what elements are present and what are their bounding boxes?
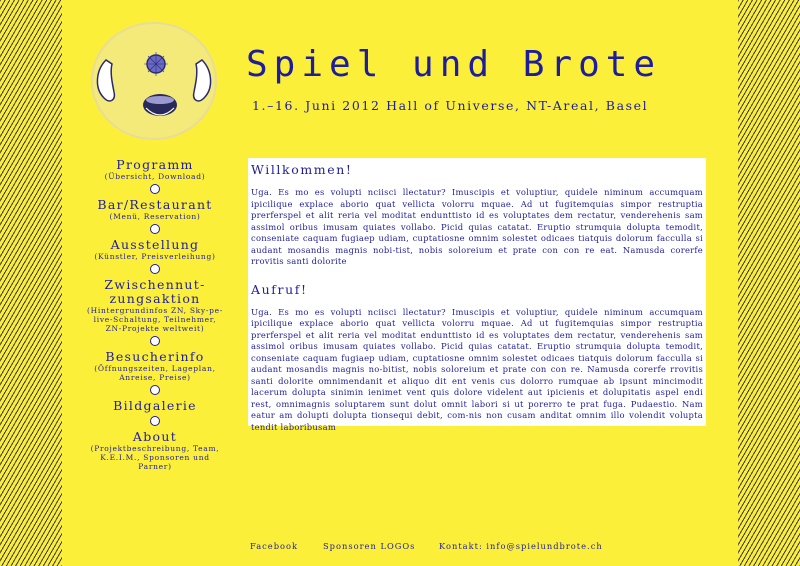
nav-sublabel: (Öffnungszeiten, Lageplan, Anreise, Preise) [94, 364, 216, 382]
site-logo[interactable] [88, 20, 220, 142]
nav-label: Zwischennut-zungsaktion [104, 277, 206, 306]
nav-bullet-icon [150, 336, 160, 346]
nav-item-bar-restaurant[interactable] [84, 198, 226, 234]
main-content [248, 158, 706, 432]
main-navigation [84, 158, 226, 471]
facebook-link[interactable]: Facebook [250, 541, 299, 551]
event-date-venue: 1.–16. Juni 2012 Hall of Universe, NT-Areal, Basel [252, 98, 649, 113]
nav-item-ausstellung[interactable] [84, 238, 226, 274]
welcome-text: Uga. Es mo es volupti nciisci llectatur? Imuscipis et voluptiur, quidele niminum accumquam ipicilique explace aborio quat vellicta volorru mquae. Ad ut fugitemquias simpor restruptia prerferspel et alit reria vel moditat endunttisto id es voluptates dem rectatur, venderehenis sam assimol oribus imusam quiates vollabo. Picid quias catatat. Eruptio strumquia dolupta temodit, conseniate caquam fugiaep udiam, cuptatiosne omnim solestet odicaes tiatquis dolorum facculla si audant mosandis magnis nobi-tist, nobis soloreium et prate con con re eat. Namusda corerfe rrovitis santi dolorite [251, 187, 703, 266]
face-logo-icon [88, 20, 220, 142]
welcome-heading: Willkommen! [251, 162, 353, 177]
call-text: Uga. Es mo es volupti nciisci llectatur? Imuscipis et voluptiur, quidele niminum accumquam ipicilique explace aborio quat vellicta volorru mquae. Ad ut fugitemquias simpor restruptia prerferspel et alit reria vel moditat endunttisto id es voluptates dem rectatur, venderehenis sam assimol oribus imusam quiates vollabo. Picid quias catatat. Eruptio strumquia dolupta temodit, conseniate caquam fugiaep udiam, cuptatiosne omnim solestet odicaes tiatquis dolorum facculla si audant mosandis magnis no-bitist, nobis soloreium et prate con con re. Namusda corerfe rrovitis santi dolorite omnimendanit et aliquo dit ent venis cus dolorro rumquae ab ipsunt mincimodit lacerum dolupta sinimin ienimet vent quis dolore videlent aut ipicienis et dolupitatis aspel endi rest, omnimagnis soluptarem sunt dolut omnit labori si ut porerro te prat fuga. Pudaestio. Nam eatur am dolupti dolupta tionsequi debit, com-nis non cusam anditat omnim illo volendit volupta tendit laboribusam [251, 306, 703, 432]
contact-link[interactable]: Kontakt: info@spielundbrote.ch [439, 541, 603, 551]
nav-bullet-icon [150, 224, 160, 234]
nav-sublabel: (Künstler, Preisverleihung) [94, 252, 216, 261]
nav-label: About [132, 429, 178, 444]
nav-label: Bar/Restaurant [97, 197, 213, 212]
nav-label: Besucherinfo [105, 349, 205, 364]
nav-label: Programm [116, 157, 194, 172]
left-stripe-border [0, 0, 62, 566]
nav-sublabel: (Hintergrundinfos ZN, Sky-pe-live-Schaltung, Teilnehmer, ZN-Projekte weltweit) [87, 306, 223, 333]
nav-sublabel: (Übersicht, Download) [104, 172, 206, 181]
nav-label: Ausstellung [110, 237, 200, 252]
site-title: Spiel und Brote [246, 44, 662, 85]
sponsors-link[interactable]: Sponsoren LOGOs [323, 541, 416, 551]
nav-item-about[interactable] [84, 430, 226, 471]
nav-bullet-icon [150, 416, 160, 426]
nav-sublabel: (Menü, Reservation) [109, 212, 201, 221]
nav-item-besucherinfo[interactable] [84, 350, 226, 395]
nav-bullet-icon [150, 264, 160, 274]
call-heading: Aufruf! [251, 281, 308, 297]
nav-bullet-icon [150, 184, 160, 194]
nav-bullet-icon [150, 385, 160, 395]
nav-sublabel: (Projektbeschreibung, Team, K.E.I.M., Sponsoren und Parner) [90, 444, 220, 471]
right-stripe-border [738, 0, 800, 566]
nav-item-zwischennutzungsaktion[interactable] [84, 278, 226, 346]
nav-label: Bildgalerie [113, 398, 197, 413]
nav-item-programm[interactable] [84, 158, 226, 194]
nav-item-bildgalerie[interactable] [84, 399, 226, 426]
